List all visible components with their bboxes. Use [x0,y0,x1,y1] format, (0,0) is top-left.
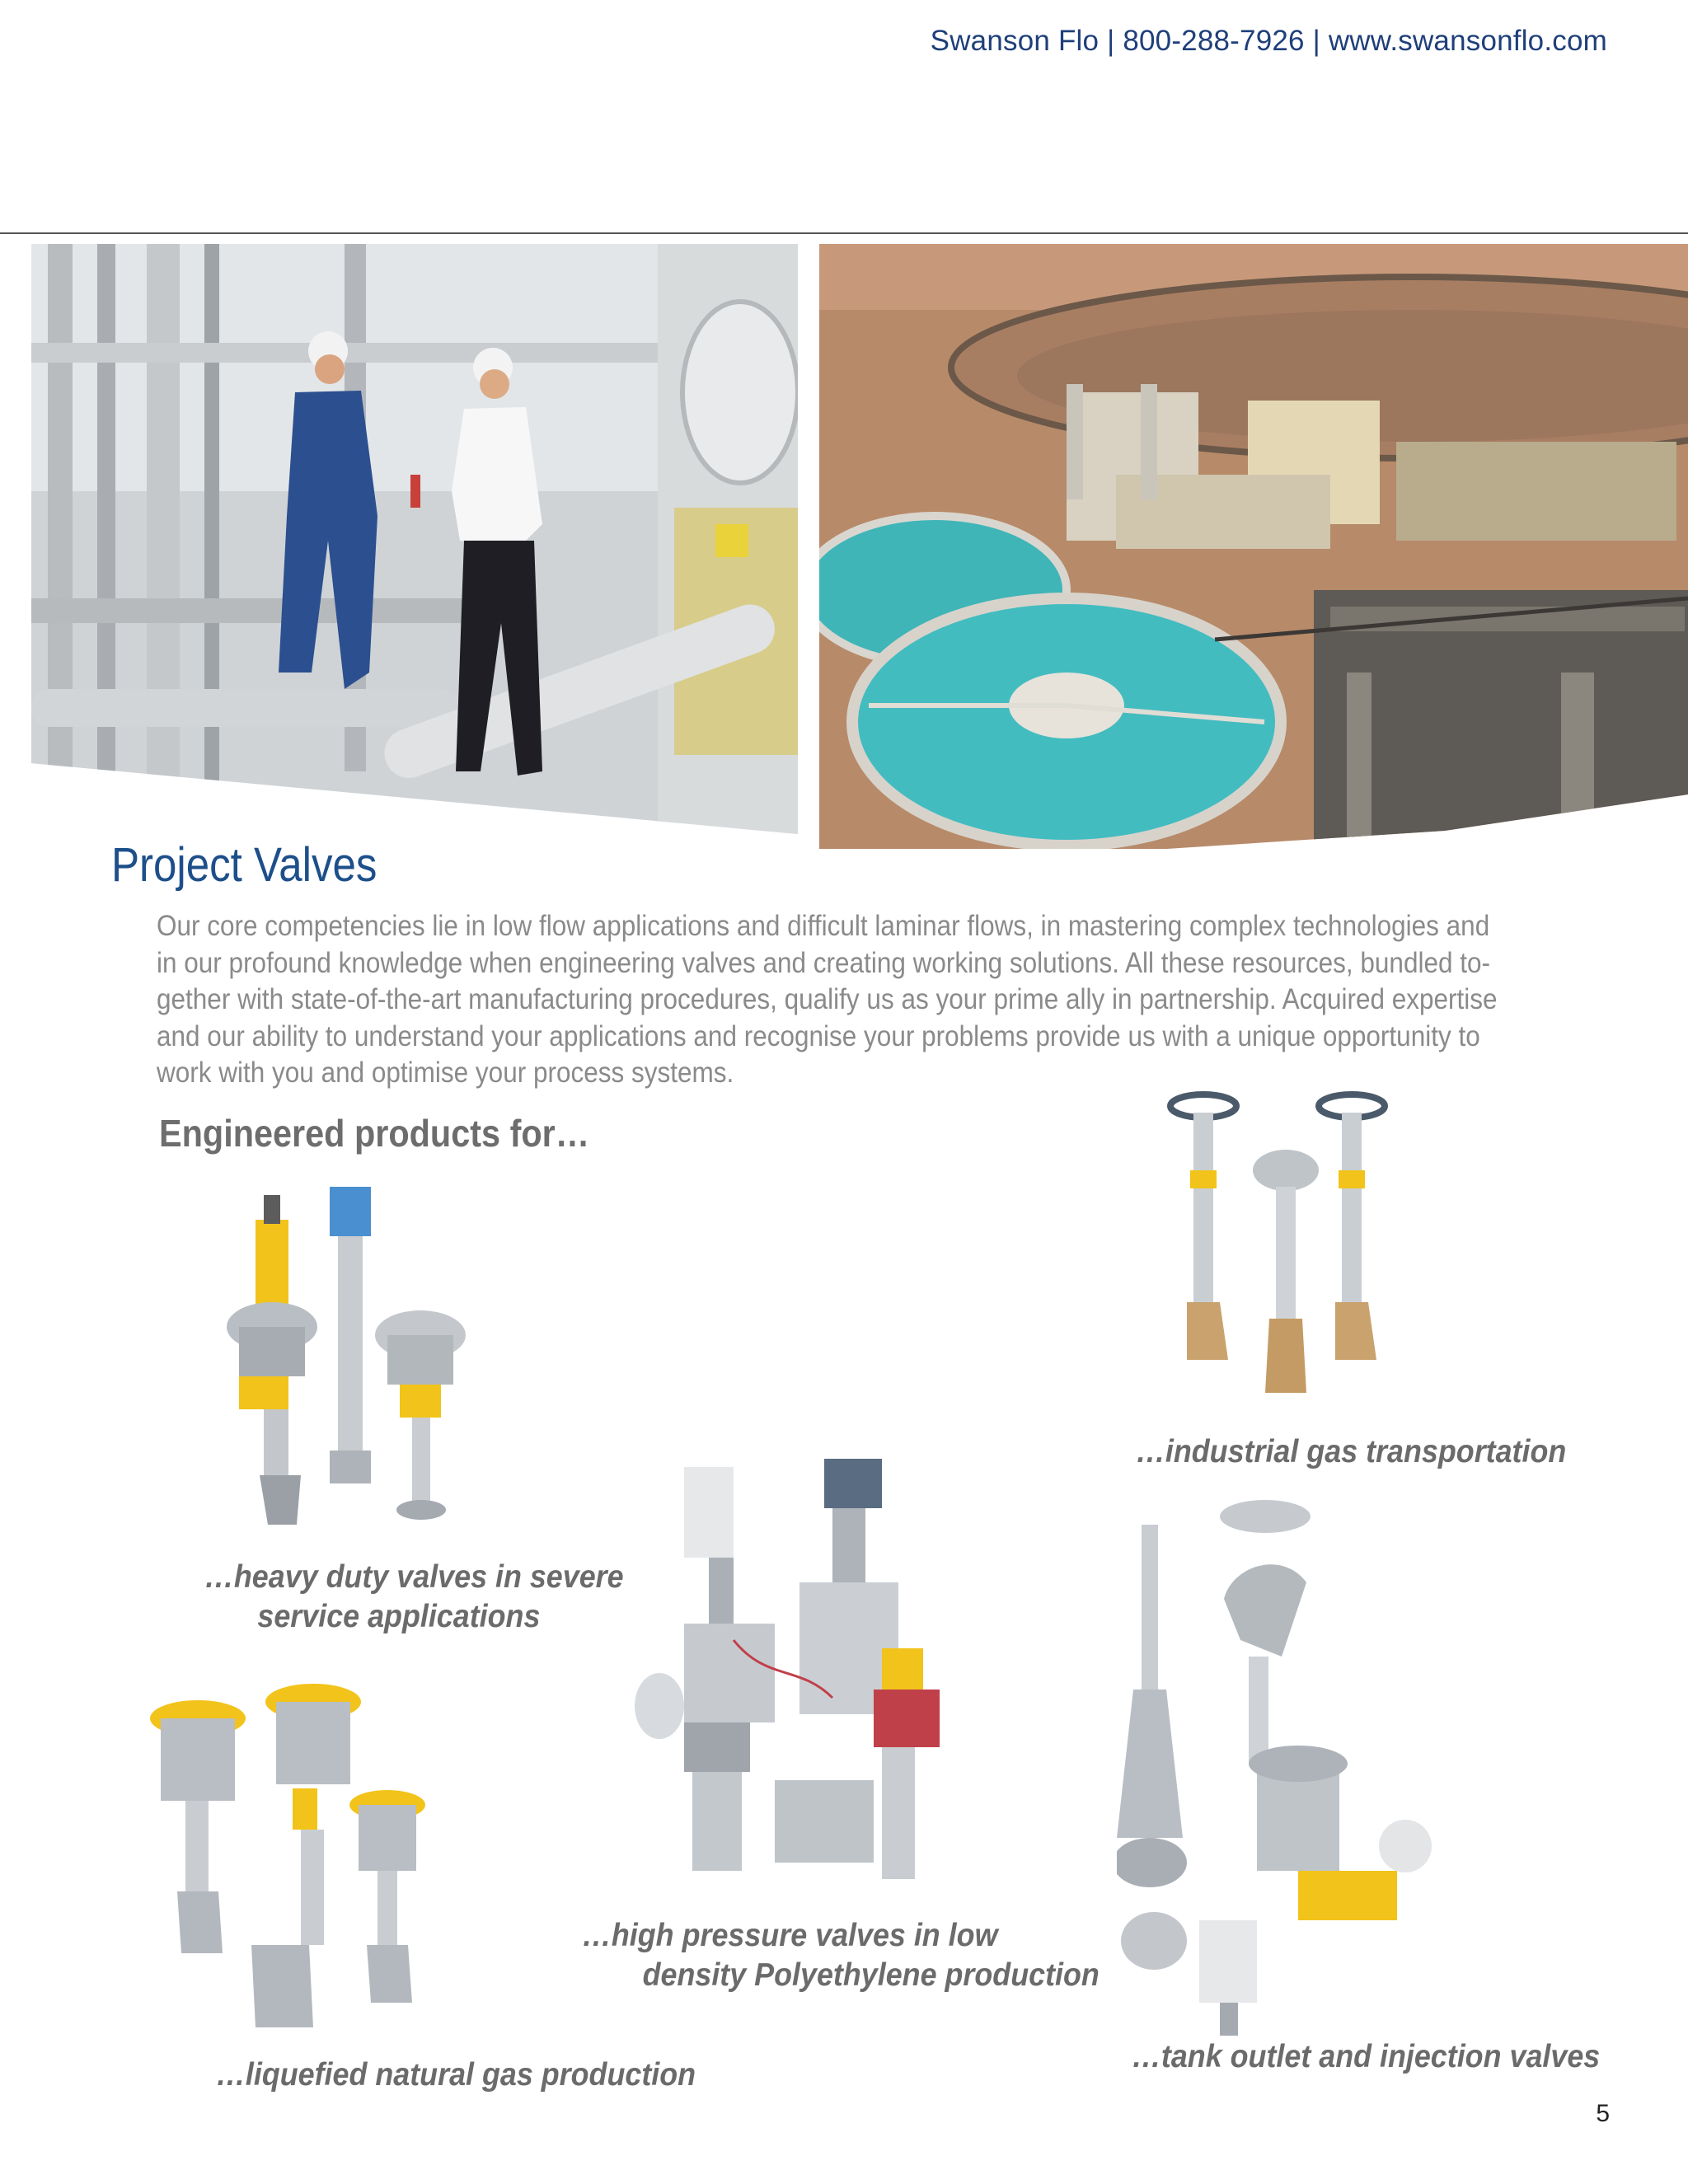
header-contact-line: Swanson Flo | 800-288-7926 | www.swansonflo.com [930,25,1607,57]
caption-line: …industrial gas transportation [1136,1434,1567,1469]
section-title: Project Valves [111,838,377,892]
caption-line: service applications [257,1599,541,1634]
caption-line: …high pressure valves in low [582,1918,998,1953]
lng-valves-image [148,1657,429,2044]
body-line: in our profound knowledge when engineering valves and creating working solutions. All these resources, bundled to- [157,946,1491,979]
section-body [157,908,1536,1092]
header-divider [0,232,1688,234]
caption-line: density Polyethylene production [642,1957,1100,1993]
industrial-gas-valves-image [1162,1088,1393,1393]
body-line: gether with state-of-the-art manufacturing procedures, qualify us as your prime ally in partnership. Acquired expertise [157,983,1498,1015]
body-line: Our core competencies lie in low flow applications and difficult laminar flows, in mastering complex technologies and [157,910,1490,942]
body-line: work with you and optimise your process systems. [157,1057,734,1089]
caption-industrial-gas [1136,1432,1566,1472]
caption-tank-outlet [1132,2037,1600,2077]
caption-lng [216,2055,696,2095]
caption-line: …tank outlet and injection valves [1132,2039,1601,2074]
page-number: 5 [1596,2100,1610,2127]
heavy-duty-valves-image [223,1187,470,1525]
caption-heavy-duty [204,1558,624,1637]
high-pressure-valves-image [635,1451,964,1896]
industrial-facility-aerial-photo [819,244,1688,849]
caption-line: …heavy duty valves in severe [204,1559,624,1595]
caption-high-pressure [582,1916,1100,1995]
products-subheading: Engineered products for… [159,1112,590,1155]
body-line: and our ability to understand your applications and recognise your problems provide us with a unique opportunity to [157,1019,1480,1052]
caption-line: …liquefied natural gas production [216,2057,696,2093]
tank-outlet-valves-image [1117,1492,1438,2036]
engineers-plant-photo [31,244,798,834]
